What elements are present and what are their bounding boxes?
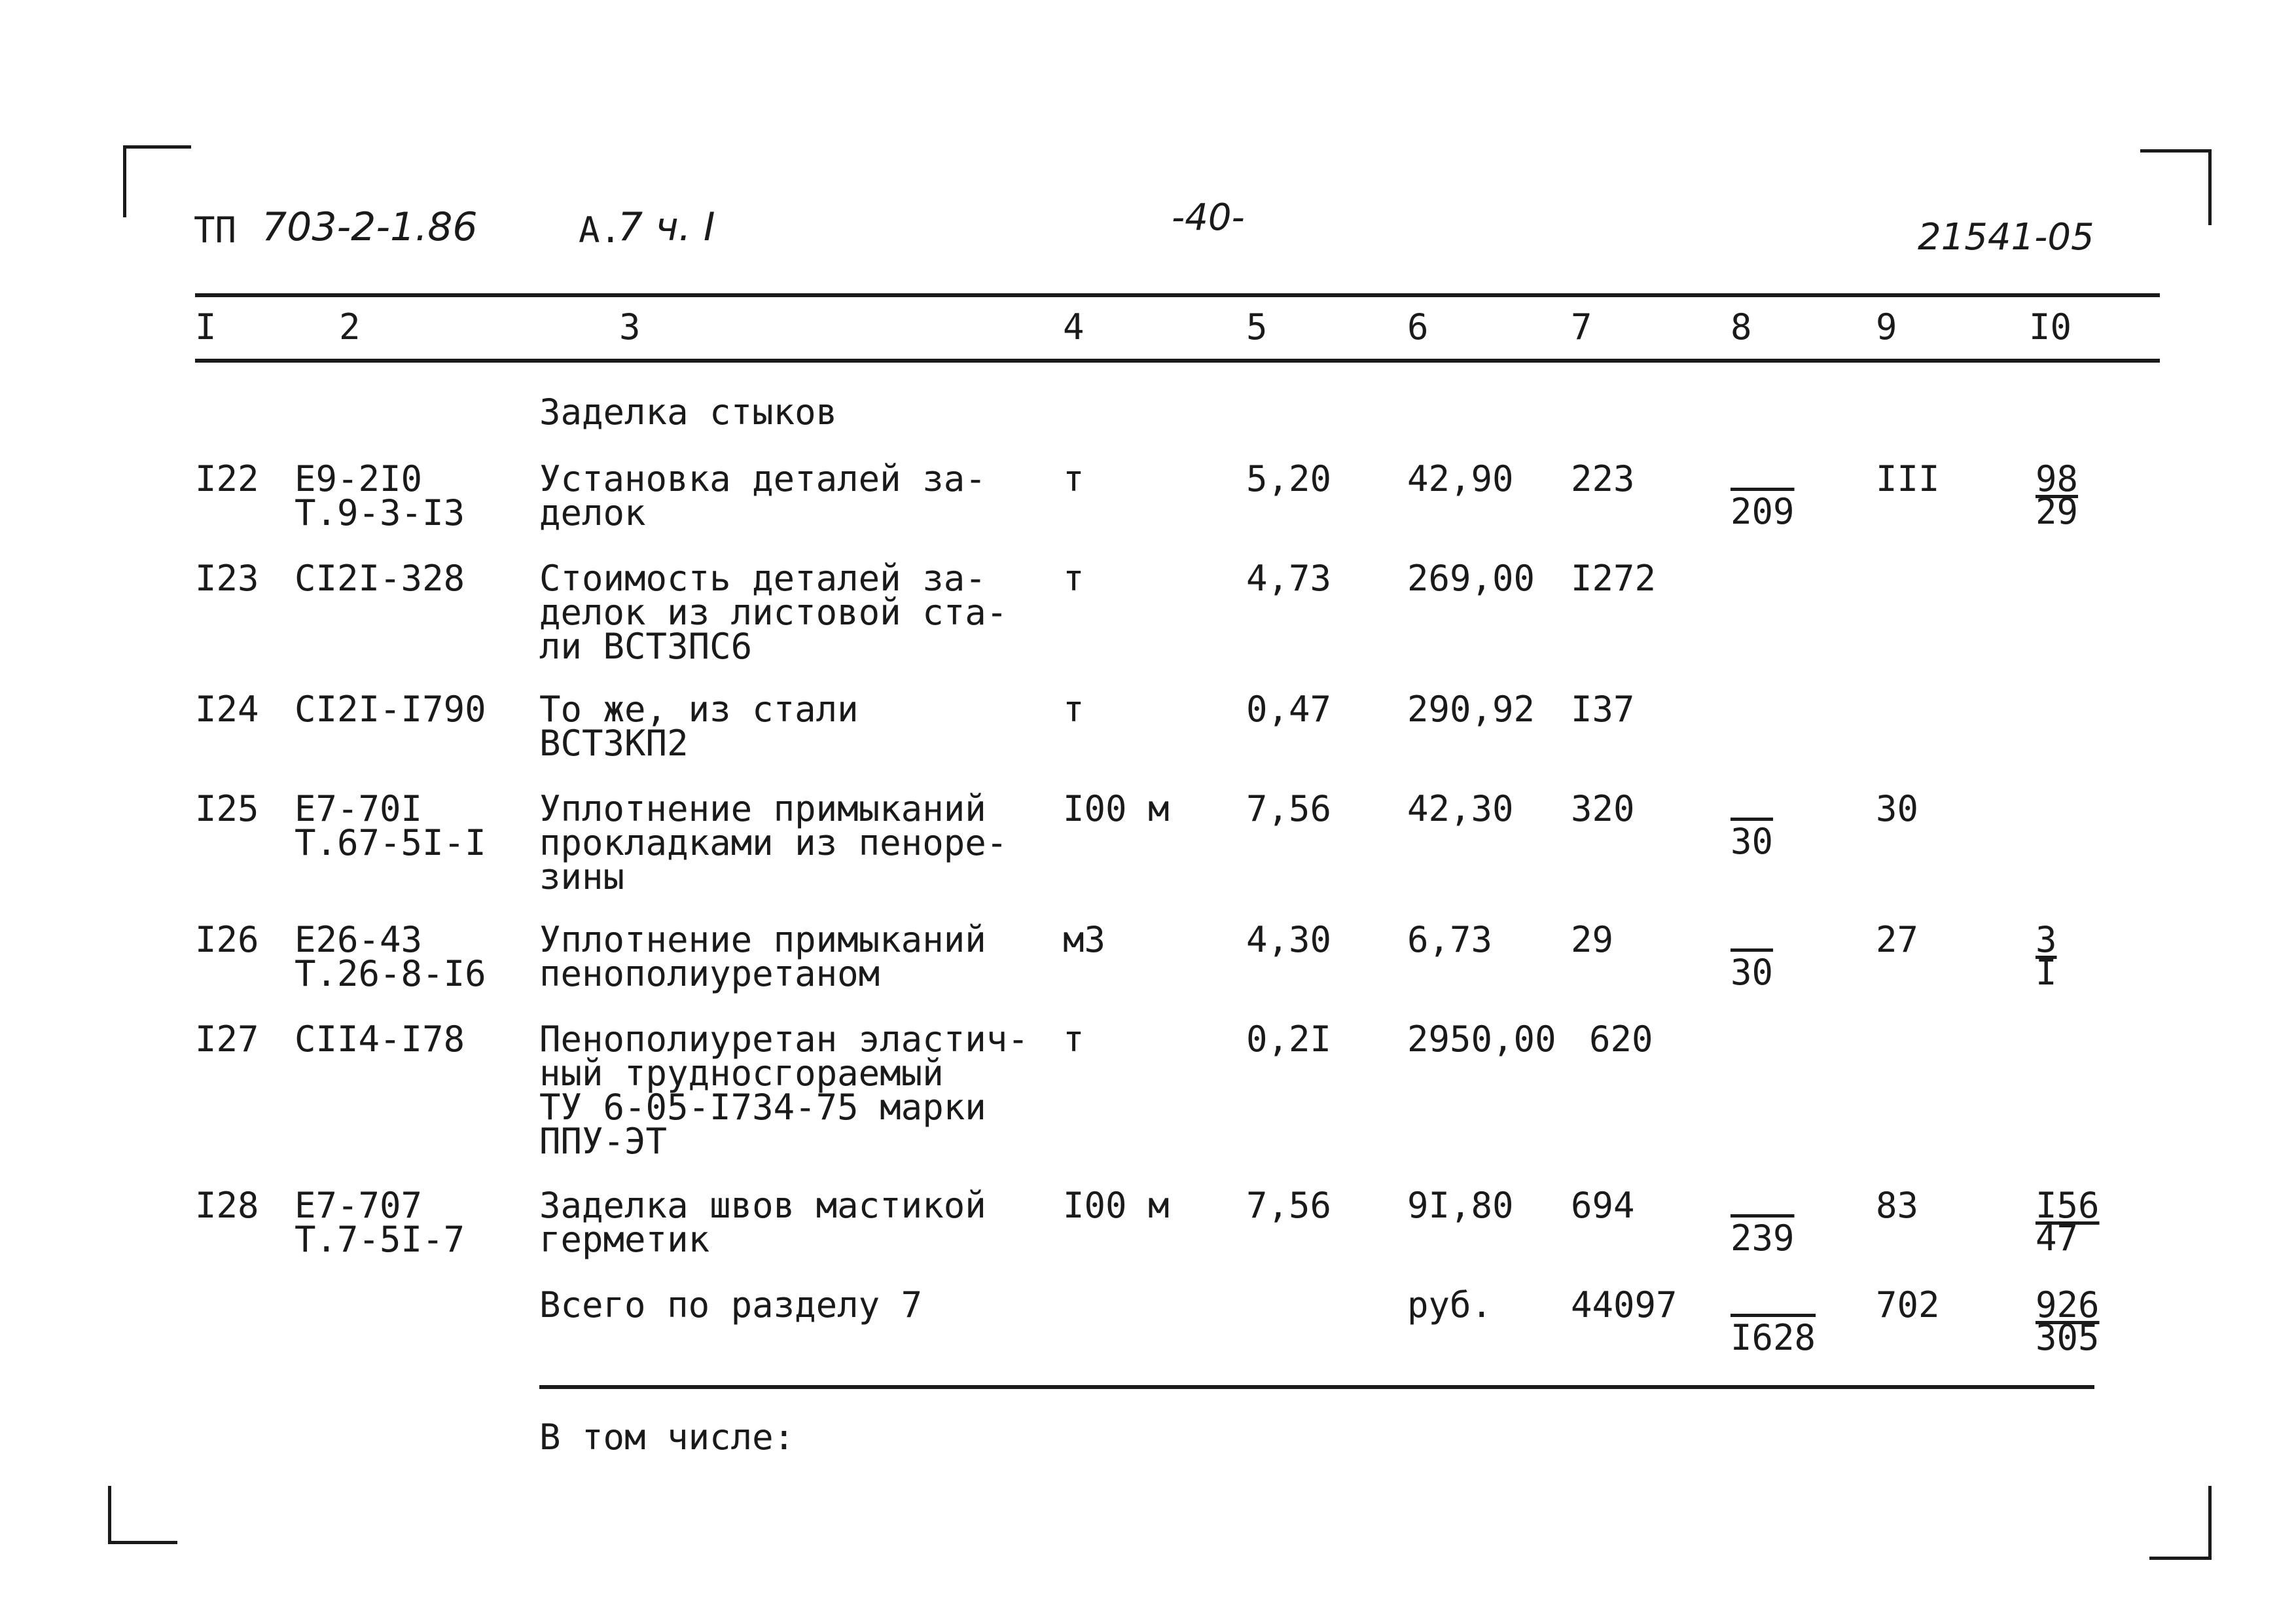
unit-price: 9I,80 bbox=[1407, 1185, 1514, 1226]
unit-price: 2950,00 bbox=[1407, 1019, 1556, 1060]
row-number: I28 bbox=[195, 1185, 259, 1226]
unit-price: 42,90 bbox=[1407, 458, 1514, 499]
column-header-9: 9 bbox=[1876, 306, 1897, 348]
column-10-bottom: 47 bbox=[2036, 1218, 2079, 1259]
corner-mark-bottom-left-h bbox=[108, 1541, 177, 1544]
column-header-1: I bbox=[195, 306, 217, 348]
row-number: I22 bbox=[195, 458, 259, 499]
column-header-6: 6 bbox=[1407, 306, 1429, 348]
album-label: А. bbox=[579, 209, 622, 251]
column-9-value: 30 bbox=[1876, 788, 1919, 829]
norm-code: СI2I-I790 bbox=[295, 689, 486, 730]
unit-price: 269,00 bbox=[1407, 558, 1535, 599]
column-8-value: 239 bbox=[1731, 1218, 1795, 1259]
section-title: Заделка стыков bbox=[539, 391, 838, 433]
column-10-top: 98 bbox=[2036, 458, 2079, 499]
column-header-3: 3 bbox=[619, 306, 641, 348]
norm-code: Е7-707 Т.7-5I-7 bbox=[295, 1185, 465, 1260]
unit: м3 bbox=[1063, 919, 1106, 960]
quantity: 4,73 bbox=[1246, 558, 1332, 599]
work-name: Уплотнение примыканий прокладками из пеноре- зины bbox=[539, 788, 1008, 897]
series-handwritten: 703-2-1.86 bbox=[262, 204, 478, 250]
summary-label: Всего по разделу 7 bbox=[539, 1284, 923, 1326]
summary-column-10-bottom: 305 bbox=[2036, 1317, 2100, 1358]
corner-mark-bottom-right-v bbox=[2208, 1486, 2212, 1559]
work-name: Заделка швов мастикой герметик bbox=[539, 1185, 986, 1260]
unit: т bbox=[1063, 458, 1085, 499]
unit-price: 42,30 bbox=[1407, 788, 1514, 829]
corner-mark-top-right-v bbox=[2208, 149, 2212, 225]
summary-currency: руб. bbox=[1407, 1284, 1493, 1326]
column-header-2: 2 bbox=[339, 306, 361, 348]
work-name: То же, из стали ВСТ3КП2 bbox=[539, 689, 859, 764]
norm-code: СI2I-328 bbox=[295, 558, 465, 599]
row-number: I23 bbox=[195, 558, 259, 599]
row-number: I25 bbox=[195, 788, 259, 829]
total-cost: I37 bbox=[1571, 689, 1635, 730]
quantity: 7,56 bbox=[1246, 1185, 1332, 1226]
row-number: I26 bbox=[195, 919, 259, 960]
quantity: 0,2I bbox=[1246, 1019, 1332, 1060]
column-10-bottom: I bbox=[2036, 952, 2057, 993]
quantity: 0,47 bbox=[1246, 689, 1332, 730]
total-cost: 320 bbox=[1571, 788, 1635, 829]
work-name: Стоимость деталей за- делок из листовой ста- ли ВСТ3ПС6 bbox=[539, 558, 1008, 667]
unit: I00 м bbox=[1063, 1185, 1170, 1226]
column-10-bottom: 29 bbox=[2036, 491, 2079, 532]
work-name: Уплотнение примыканий пенополиуретаном bbox=[539, 919, 986, 994]
norm-code: Е26-43 Т.26-8-I6 bbox=[295, 919, 486, 994]
summary-column-8: I628 bbox=[1731, 1317, 1816, 1358]
column-header-4: 4 bbox=[1063, 306, 1085, 348]
summary-column-10-top: 926 bbox=[2036, 1284, 2100, 1326]
column-header-10: I0 bbox=[2029, 306, 2072, 348]
unit-price: 290,92 bbox=[1407, 689, 1535, 730]
norm-code: Е7-70I Т.67-5I-I bbox=[295, 788, 486, 863]
summary-column-9: 702 bbox=[1876, 1284, 1940, 1326]
corner-mark-top-right-h bbox=[2140, 149, 2211, 153]
column-header-8: 8 bbox=[1731, 306, 1752, 348]
work-name: Установка деталей за- делок bbox=[539, 458, 986, 533]
total-cost: I272 bbox=[1571, 558, 1657, 599]
unit-price: 6,73 bbox=[1407, 919, 1493, 960]
album-handwritten: 7 ч. I bbox=[618, 204, 715, 250]
column-8-value: 209 bbox=[1731, 491, 1795, 532]
corner-mark-bottom-left-v bbox=[108, 1486, 111, 1543]
column-10-top: I56 bbox=[2036, 1185, 2100, 1226]
column-9-value: 83 bbox=[1876, 1185, 1919, 1226]
unit: т bbox=[1063, 689, 1085, 730]
column-header-5: 5 bbox=[1246, 306, 1268, 348]
norm-code: СII4-I78 bbox=[295, 1019, 465, 1060]
total-cost: 694 bbox=[1571, 1185, 1635, 1226]
quantity: 5,20 bbox=[1246, 458, 1332, 499]
series-label: ТП bbox=[194, 209, 237, 251]
row-number: I24 bbox=[195, 689, 259, 730]
column-header-7: 7 bbox=[1571, 306, 1592, 348]
total-cost: 223 bbox=[1571, 458, 1635, 499]
page-number: -40- bbox=[1172, 196, 1245, 239]
unit: I00 м bbox=[1063, 788, 1170, 829]
column-8-value: 30 bbox=[1731, 821, 1774, 862]
corner-mark-top-left-h bbox=[123, 145, 191, 149]
footer-text: В том числе: bbox=[539, 1416, 795, 1458]
header-rule-top bbox=[195, 293, 2160, 297]
column-8-value: 30 bbox=[1731, 952, 1774, 993]
document-code: 21541-05 bbox=[1918, 216, 2094, 259]
total-cost: 620 bbox=[1589, 1019, 1653, 1060]
unit: т bbox=[1063, 558, 1085, 599]
header-rule-bottom bbox=[195, 359, 2160, 363]
quantity: 7,56 bbox=[1246, 788, 1332, 829]
corner-mark-top-left-v bbox=[123, 145, 126, 217]
work-name: Пенополиуретан эластич- ный трудносгораемый ТУ 6-05-I734-75 марки ППУ-ЭТ bbox=[539, 1019, 1029, 1162]
summary-total: 44097 bbox=[1571, 1284, 1677, 1326]
column-9-value: III bbox=[1876, 458, 1940, 499]
norm-code: Е9-2I0 Т.9-3-I3 bbox=[295, 458, 465, 533]
unit: т bbox=[1063, 1019, 1085, 1060]
column-10-top: 3 bbox=[2036, 919, 2057, 960]
corner-mark-bottom-right-h bbox=[2149, 1557, 2212, 1560]
quantity: 4,30 bbox=[1246, 919, 1332, 960]
column-9-value: 27 bbox=[1876, 919, 1919, 960]
summary-rule bbox=[539, 1385, 2094, 1389]
total-cost: 29 bbox=[1571, 919, 1614, 960]
row-number: I27 bbox=[195, 1019, 259, 1060]
